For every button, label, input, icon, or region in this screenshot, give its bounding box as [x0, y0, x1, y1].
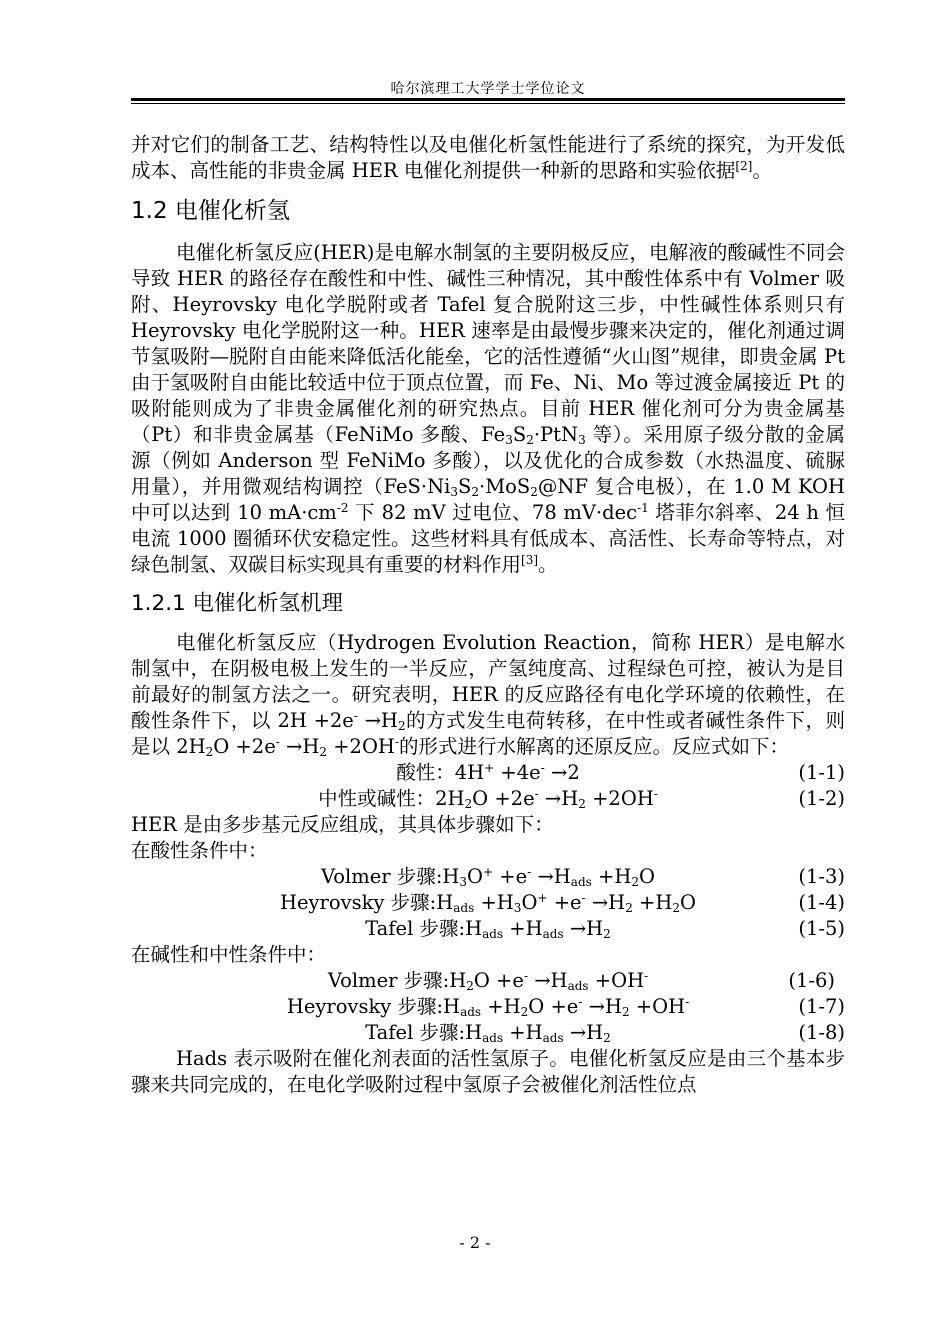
citation-ref: [2]: [735, 159, 753, 173]
her-steps-line: HER 是由多步基元反应组成，其具体步骤如下：: [131, 813, 554, 836]
section-heading-1-2-1: 1.2.1 电催化析氢机理: [131, 591, 344, 616]
equation-1-5: Tafel 步骤$:H_{ads} +H_{ads} \to H_2$ (1-5): [365, 917, 845, 941]
citation-ref: [3]: [521, 553, 539, 567]
equation-1-1: 酸性：4H+ +4e- →2 (1-1): [396, 761, 845, 784]
mechanism-paragraph: 电催化析氢反应（Hydrogen Evolution Reaction，简称 HER）是电解水制氢中，在阴极电极上发生的一半反应，产氢纯度高、过程绿色可控，被认为是目前最好的制氢方法之一。研究表明，HER 的反应路径有电化学环境的依赖性，在酸性条件下，以 $2H +2e^- \to H_2$的方式发生电荷转移，在中性或者碱性条件下，则是以 $2H_2O +2e^- \to H_2 +2OH^-$的形式进行水解离的还原反应。反应式如下：: [131, 631, 845, 759]
page-number: - 2 -: [459, 1233, 491, 1252]
equation-number: (1-2): [798, 787, 845, 810]
equation-1-7: Heyrovsky 步骤$:H_{ads} +H_2O +e^- \to H_2 +OH^-$ (1-7): [286, 995, 845, 1019]
equation-number: (1-8): [798, 1021, 845, 1044]
equation-1-4: Heyrovsky 步骤$:H_{ads} +H_3O^+ +e^- \to H_2 +H_2O$ (1-4): [279, 891, 845, 915]
header-rule-thin: [131, 103, 845, 104]
hads-paragraph: Hads 表示吸附在催化剂表面的活性氢原子。电催化析氢反应是由三个基本步骤来共同完成的，在电化学吸附过程中氢原子会被催化剂活性位点: [131, 1047, 845, 1096]
header-rule-thick: [131, 98, 845, 101]
equation-number: (1-1): [798, 761, 845, 784]
section-heading-1-2: 1.2 电催化析氢: [131, 198, 290, 224]
running-header: 哈尔滨理工大学学士学位论文: [390, 81, 586, 97]
page-body: [131, 132, 845, 1098]
intro-paragraph: 并对它们的制备工艺、结构特性以及电催化析氢性能进行了系统的探究，为开发低成本、高性能的非贵金属 HER 电催化剂提供一种新的思路和实验依据[2]。: [131, 133, 845, 182]
equation-1-2: 中性或碱性：$2H_2O +2e^- \to H_2 +2OH^-$ (1-2): [318, 787, 845, 811]
basic-conditions-line: 在碱性和中性条件中：: [131, 943, 327, 966]
equation-1-3: Volmer 步骤$:H_3O^+ +e^- \to H_{ads} +H_2O$ (1-3): [321, 865, 845, 889]
equation-number: (1-5): [798, 917, 845, 940]
equation-number: (1-4): [798, 891, 845, 914]
equation-1-8: Tafel 步骤$:H_{ads} +H_{ads} \to H_2$ (1-8): [365, 1021, 845, 1045]
section-1-2-paragraph: 电催化析氢反应(HER)是电解水制氢的主要阴极反应，电解液的酸碱性不同会导致 HER 的路径存在酸性和中性、碱性三种情况，其中酸性体系中有 Volmer 吸附、Heyrovsky 电化学脱附或者 Tafel 复合脱附这三步，中性碱性体系则只有 Heyrovsky 电化学脱附这一种。HER 速率是由最慢步骤来决定的，催化剂通过调节氢吸附—脱附自由能来降低活化能垒，它的活性遵循“火山图”规律，即贵金属 Pt 由于氢吸附自由能比较适中位于顶点位置，而 Fe、Ni、Mo 等过渡金属接近 Pt 的吸附能则成为了非贵金属催化剂的研究热点。目前 HER 催化剂可分为贵金属基（Pt）和非贵金属基（FeNiMo 多酸、$Fe_3S_2\cdot PtN_3$ 等）。采用原子级分散的金属源（例如 Anderson 型 FeNiMo 多酸），以及优化的合成参数（水热温度、硫脲用量），并用微观结构调控（$FeS\cdot Ni_3S_2\cdot MoS_2@NF$ 复合电极），在 1.0 M KOH 中可以达到 10 $mA\cdot cm^{-2}$ 下 82 mV 过电位、78 mV·dec$^{-1}$ 塔菲尔斜率、24 h 恒电流 1000 圈循环伏安稳定性。这些材料具有低成本、高活性、长寿命等特点，对绿色制氢、双碳目标实现具有重要的材料作用[3]。: [131, 241, 845, 576]
acidic-conditions-line: 在酸性条件中：: [131, 839, 268, 862]
equation-number: (1-7): [798, 995, 845, 1018]
equation-number: (1-3): [798, 865, 845, 888]
equation-1-6: Volmer 步骤$:H_2O +e^- \to H_{ads} +OH^-$ (1-6): [327, 969, 835, 993]
equation-number: (1-6): [788, 969, 835, 992]
